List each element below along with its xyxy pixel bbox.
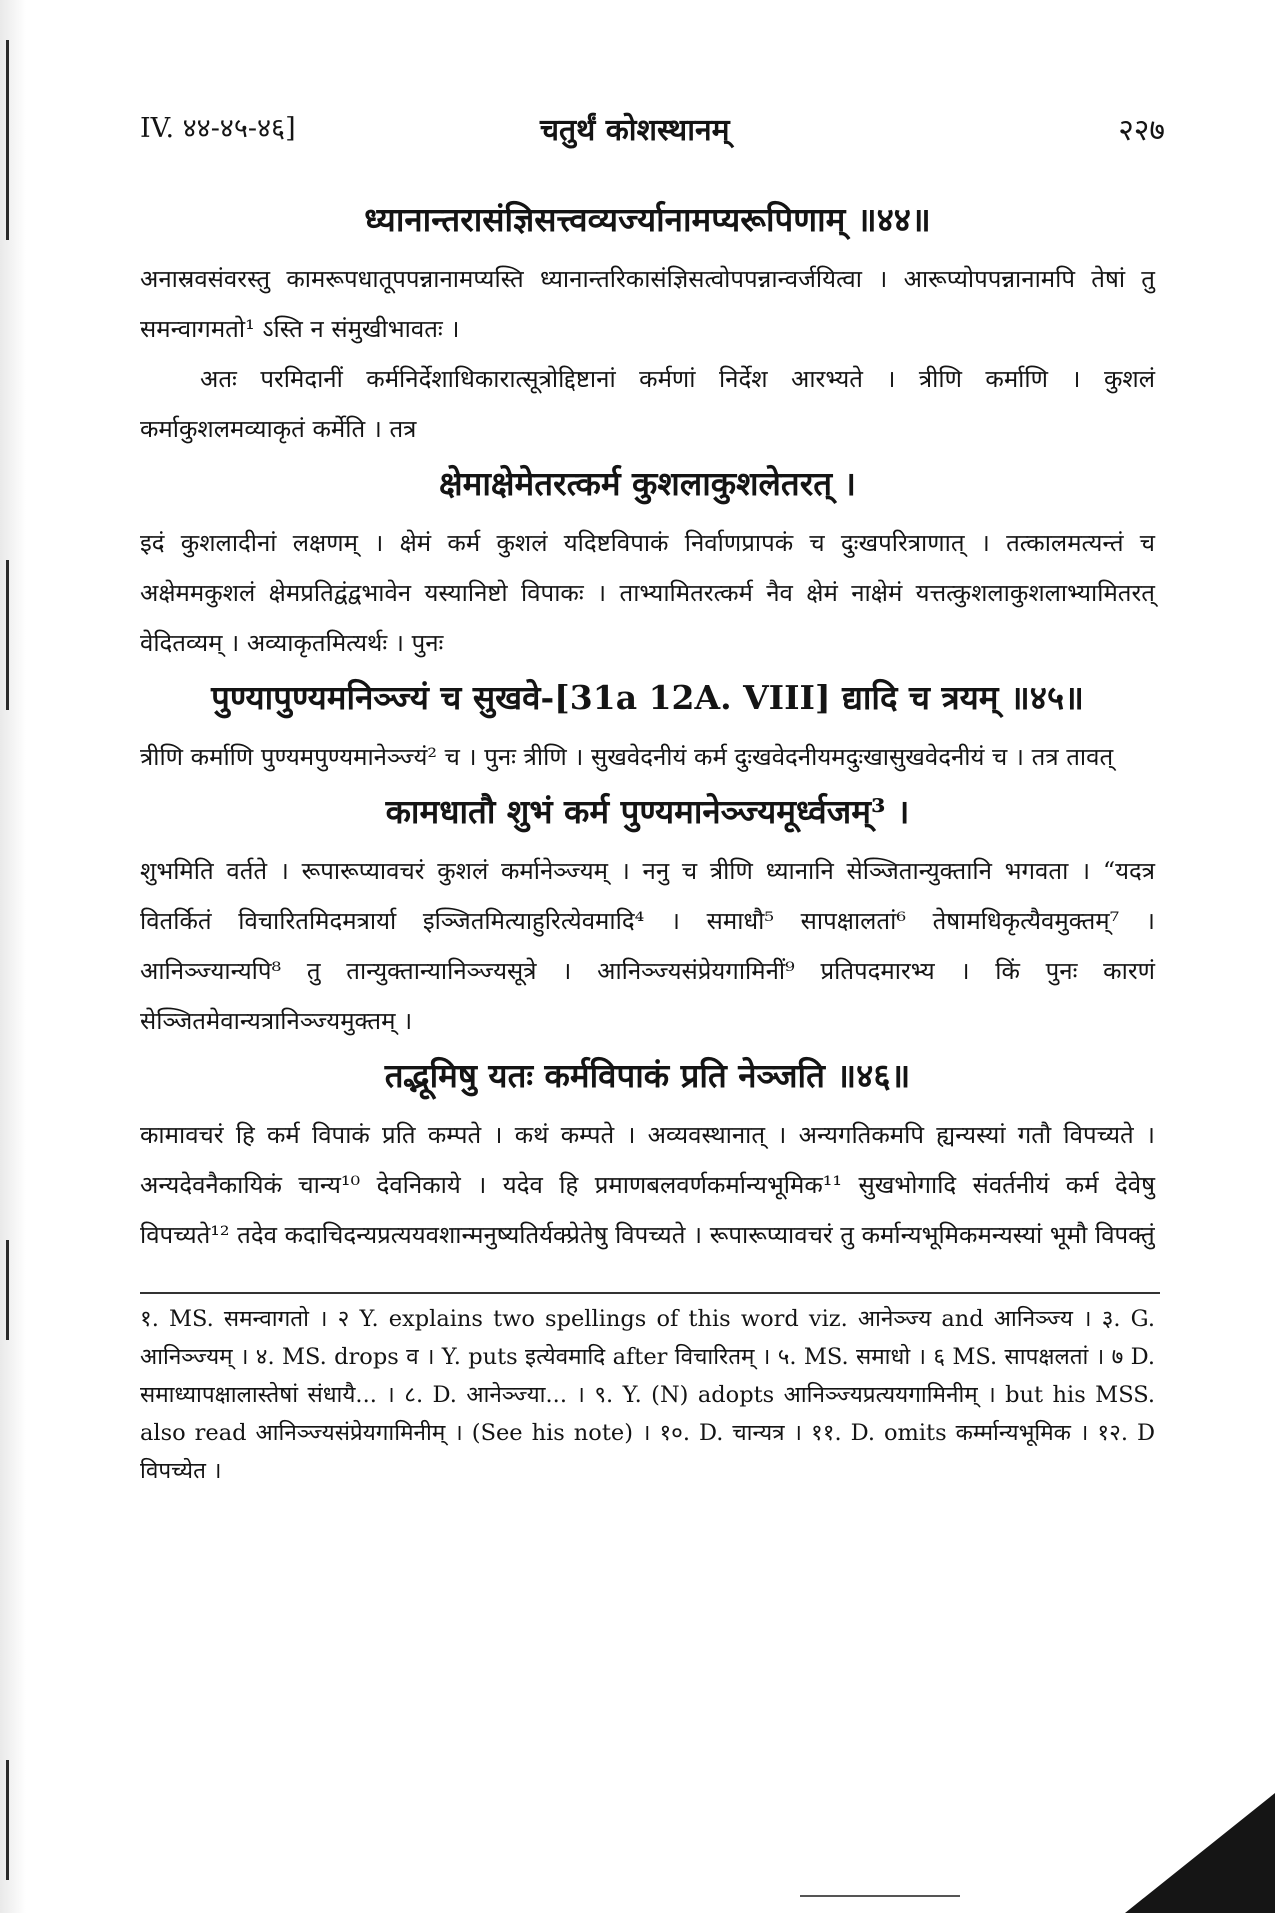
scan-corner-shadow xyxy=(1125,1793,1275,1913)
section-reference: IV. ४४-४५-४६] xyxy=(140,113,296,144)
commentary-paragraph: अतः परमिदानीं कर्मनिर्देशाधिकारात्सूत्रोद्दिष्टानां कर्मणां निर्देश आरभ्यते । त्रीणि कर्माणि । कुशलं कर्माकुशलमव्याकृतं कर्मेति । तत्र xyxy=(140,365,1155,443)
commentary-paragraph: इदं कुशलादीनां लक्षणम् । क्षेमं कर्म कुशलं यदिष्टविपाकं निर्वाणप्रापकं च दुःखपरित्राणात् । तत्कालमत्यन्तं च अक्षेममकुशलं क्षेमप्रतिद्वंद्वभावेन यस्यानिष्टो विपाकः । ताभ्यामितरत्कर्म नैव क्षेमं नाक्षेमं यत्तत्कुशलाकुशलाभ्यामितरत् वेदितव्यम् । अव्याकृतमित्यर्थः । पुनः xyxy=(140,529,1155,657)
spine-mark xyxy=(6,560,9,710)
page-number: २२७ xyxy=(1118,113,1165,148)
footnotes: १. MS. समन्वागतो । २ Y. explains two spellings of this word viz. आनेञ्ज्य and आनिञ्ज्य । ३. G. आनिञ्ज्यम् । ४. MS. drops व । Y. puts इत्येवमादि after विचारितम् । ५. MS. समाधो । ६ MS. सापक्षलतां । ७ D. समाध्यापक्षालास्तेषां संधायै... । ८. D. आनेञ्ज्या... । ९. Y. (N) adopts आनिञ्ज्यप्रत्ययगामिनीम् । but his MSS. also read आनिञ्ज्यसंप्रेयगामिनीम् । (See his note) । १०. D. चान्यत्र । ११. D. omits कर्म्मान्यभूमिक । १२. D विपच्येत । xyxy=(140,1306,1155,1484)
spine-mark xyxy=(6,1760,9,1880)
verse-46: तद्भूमिषु यतः कर्मविपाकं प्रति नेञ्जति ॥४६॥ xyxy=(384,1056,911,1095)
commentary-paragraph: शुभमिति वर्तते । रूपारूप्यावचरं कुशलं कर्मानेञ्ज्यम् । ननु च त्रीणि ध्यानानि सेञ्जितान्युक्तानि भगवता । “यदत्र वितर्कितं विचारितमिदमत्रार्या इञ्जितमित्याहुरित्येवमादि⁴ । समाधौ⁵ सापक्षालतां⁶ तेषामधिकृत्यैवमुक्तम्⁷ । आनिञ्ज्यान्यपि⁸ तु तान्युक्तान्यानिञ्ज्यसूत्रे । आनिञ्ज्यसंप्रेयगामिनीं⁹ प्रतिपदमारभ्य । किं पुनः कारणं सेञ्जितमेवान्यत्रानिञ्ज्यमुक्तम् । xyxy=(140,857,1155,1035)
verse-karika: कामधातौ शुभं कर्म पुण्यमानेञ्ज्यमूर्ध्वजम्³ । xyxy=(385,792,910,831)
running-title: चतुर्थं कोशस्थानम् xyxy=(540,113,730,148)
main-text xyxy=(140,190,1155,1490)
bottom-scan-mark xyxy=(800,1895,960,1897)
verse-44: ध्यानान्तरासंज्ञिसत्त्वव्यर्ज्यानामप्यरूपिणाम् ॥४४॥ xyxy=(364,200,931,239)
spine-mark xyxy=(6,1240,9,1340)
commentary-paragraph: अनास्रवसंवरस्तु कामरूपधातूपपन्नानामप्यस्ति ध्यानान्तरिकासंज्ञिसत्वोपपन्नान्वर्जयित्वा । आरूप्योपपन्नानामपि तेषां तु समन्वागमतो¹ ऽस्ति न संमुखीभावतः । xyxy=(140,265,1155,343)
spine-mark xyxy=(6,40,9,240)
verse-45: पुण्यापुण्यमनिञ्ज्यं च सुखवे-[31a 12A. VIII] द्यादि च त्रयम् ॥४५॥ xyxy=(211,678,1084,717)
footnote-divider xyxy=(140,1292,1160,1294)
commentary-paragraph: कामावचरं हि कर्म विपाकं प्रति कम्पते । कथं कम्पते । अव्यवस्थानात् । अन्यगतिकमपि ह्यन्यस्यां गतौ विपच्यते । अन्यदेवनैकायिकं चान्य¹⁰ देवनिकाये । यदेव हि प्रमाणबलवर्णकर्मान्यभूमिक¹¹ सुखभोगादि संवर्तनीयं कर्म देवेषु विपच्यते¹² तदेव कदाचिदन्यप्रत्ययवशान्मनुष्यतिर्यक्प्रेतेषु विपच्यते । रूपारूप्यावचरं तु कर्मान्यभूमिकमन्यस्यां भूमौ विपक्तुं xyxy=(140,1121,1155,1249)
running-header xyxy=(140,108,1165,148)
commentary-paragraph: त्रीणि कर्माणि पुण्यमपुण्यमानेञ्ज्यं² च । पुनः त्रीणि । सुखवेदनीयं कर्म दुःखवेदनीयमदुःखासुखवेदनीयं च । तत्र तावत् xyxy=(140,743,1114,771)
book-spine-shadow xyxy=(0,0,26,1913)
verse-karika: क्षेमाक्षेमेतरत्कर्म कुशलाकुशलेतरत् । xyxy=(438,464,857,503)
